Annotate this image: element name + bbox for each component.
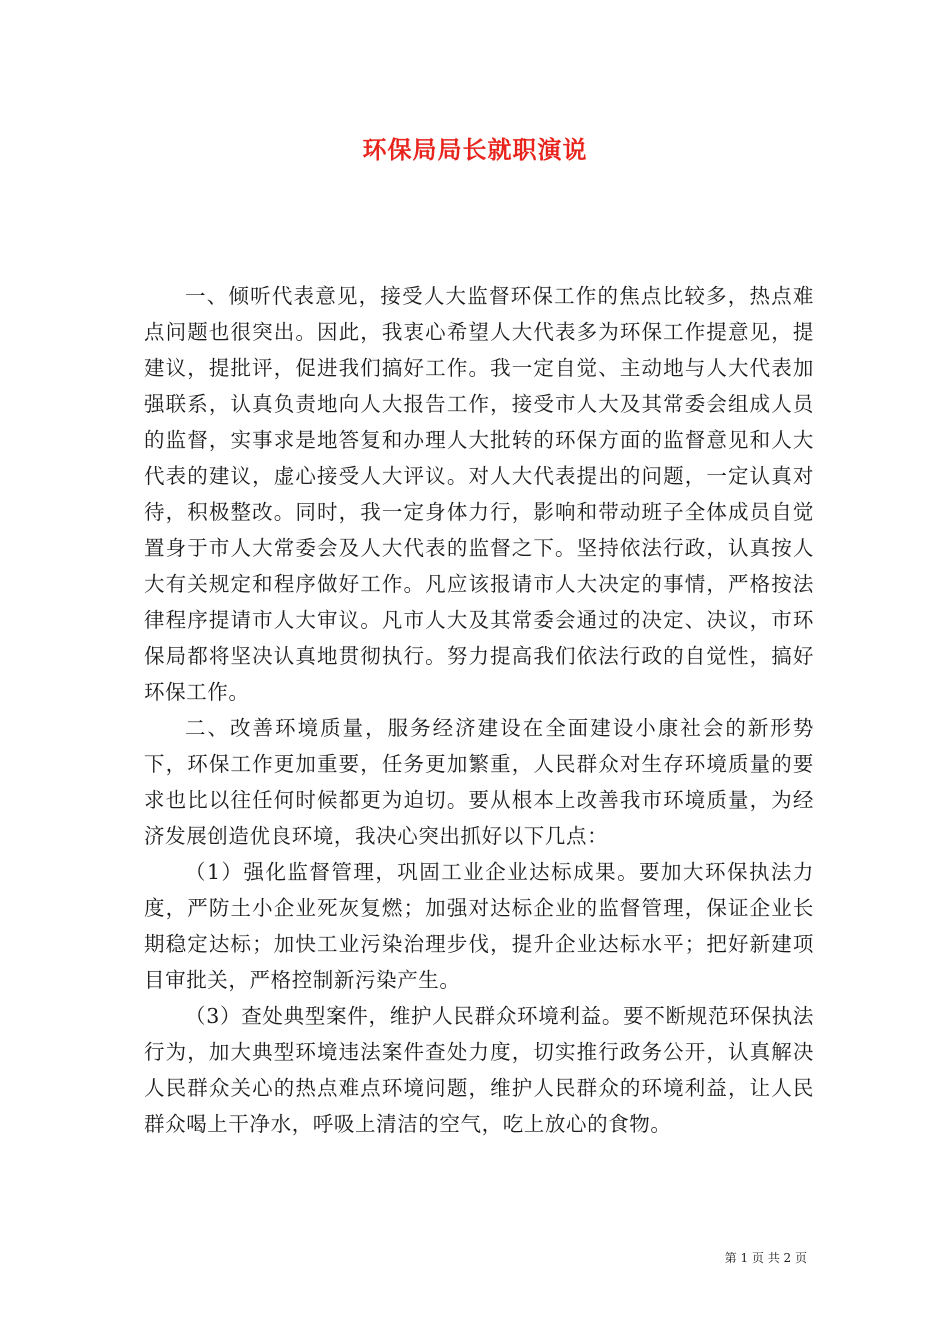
document-body xyxy=(144,278,814,1142)
paragraph-3: （1）强化监督管理，巩固工业企业达标成果。要加大环保执法力度，严防土小企业死灰复燃；加强对达标企业的监督管理，保证企业长期稳定达标；加快工业污染治理步伐，提升企业达标水平；把好新建项目审批关，严格控制新污染产生。 xyxy=(144,860,814,992)
document-title: 环保局局长就职演说 xyxy=(362,135,588,164)
paragraph-4: （3）查处典型案件，维护人民群众环境利益。要不断规范环保执法行为，加大典型环境违法案件查处力度，切实推行政务公开，认真解决人民群众关心的热点难点环境问题，维护人民群众的环境利益，让人民群众喝上干净水，呼吸上清洁的空气，吃上放心的食物。 xyxy=(144,1004,814,1136)
paragraph-1: 一、倾听代表意见，接受人大监督环保工作的焦点比较多，热点难点问题也很突出。因此，我衷心希望人大代表多为环保工作提意见，提建议，提批评，促进我们搞好工作。我一定自觉、主动地与人大代表加强联系，认真负责地向人大报告工作，接受市人大及其常委会组成人员的监督，实事求是地答复和办理人大批转的环保方面的监督意见和人大代表的建议，虚心接受人大评议。对人大代表提出的问题，一定认真对待，积极整改。同时，我一定身体力行，影响和带动班子全体成员自觉置身于市人大常委会及人大代表的监督之下。坚持依法行政，认真按人大有关规定和程序做好工作。凡应该报请市人大决定的事情，严格按法律程序提请市人大审议。凡市人大及其常委会通过的决定、决议，市环保局都将坚决认真地贯彻执行。努力提高我们依法行政的自觉性，搞好环保工作。 xyxy=(144,284,814,704)
page-number-footer: 第 1 页 共 2 页 xyxy=(724,1251,807,1265)
paragraph-2: 二、改善环境质量，服务经济建设在全面建设小康社会的新形势下，环保工作更加重要，任务更加繁重，人民群众对生存环境质量的要求也比以往任何时候都更为迫切。要从根本上改善我市环境质量，为经济发展创造优良环境，我决心突出抓好以下几点： xyxy=(144,716,814,848)
